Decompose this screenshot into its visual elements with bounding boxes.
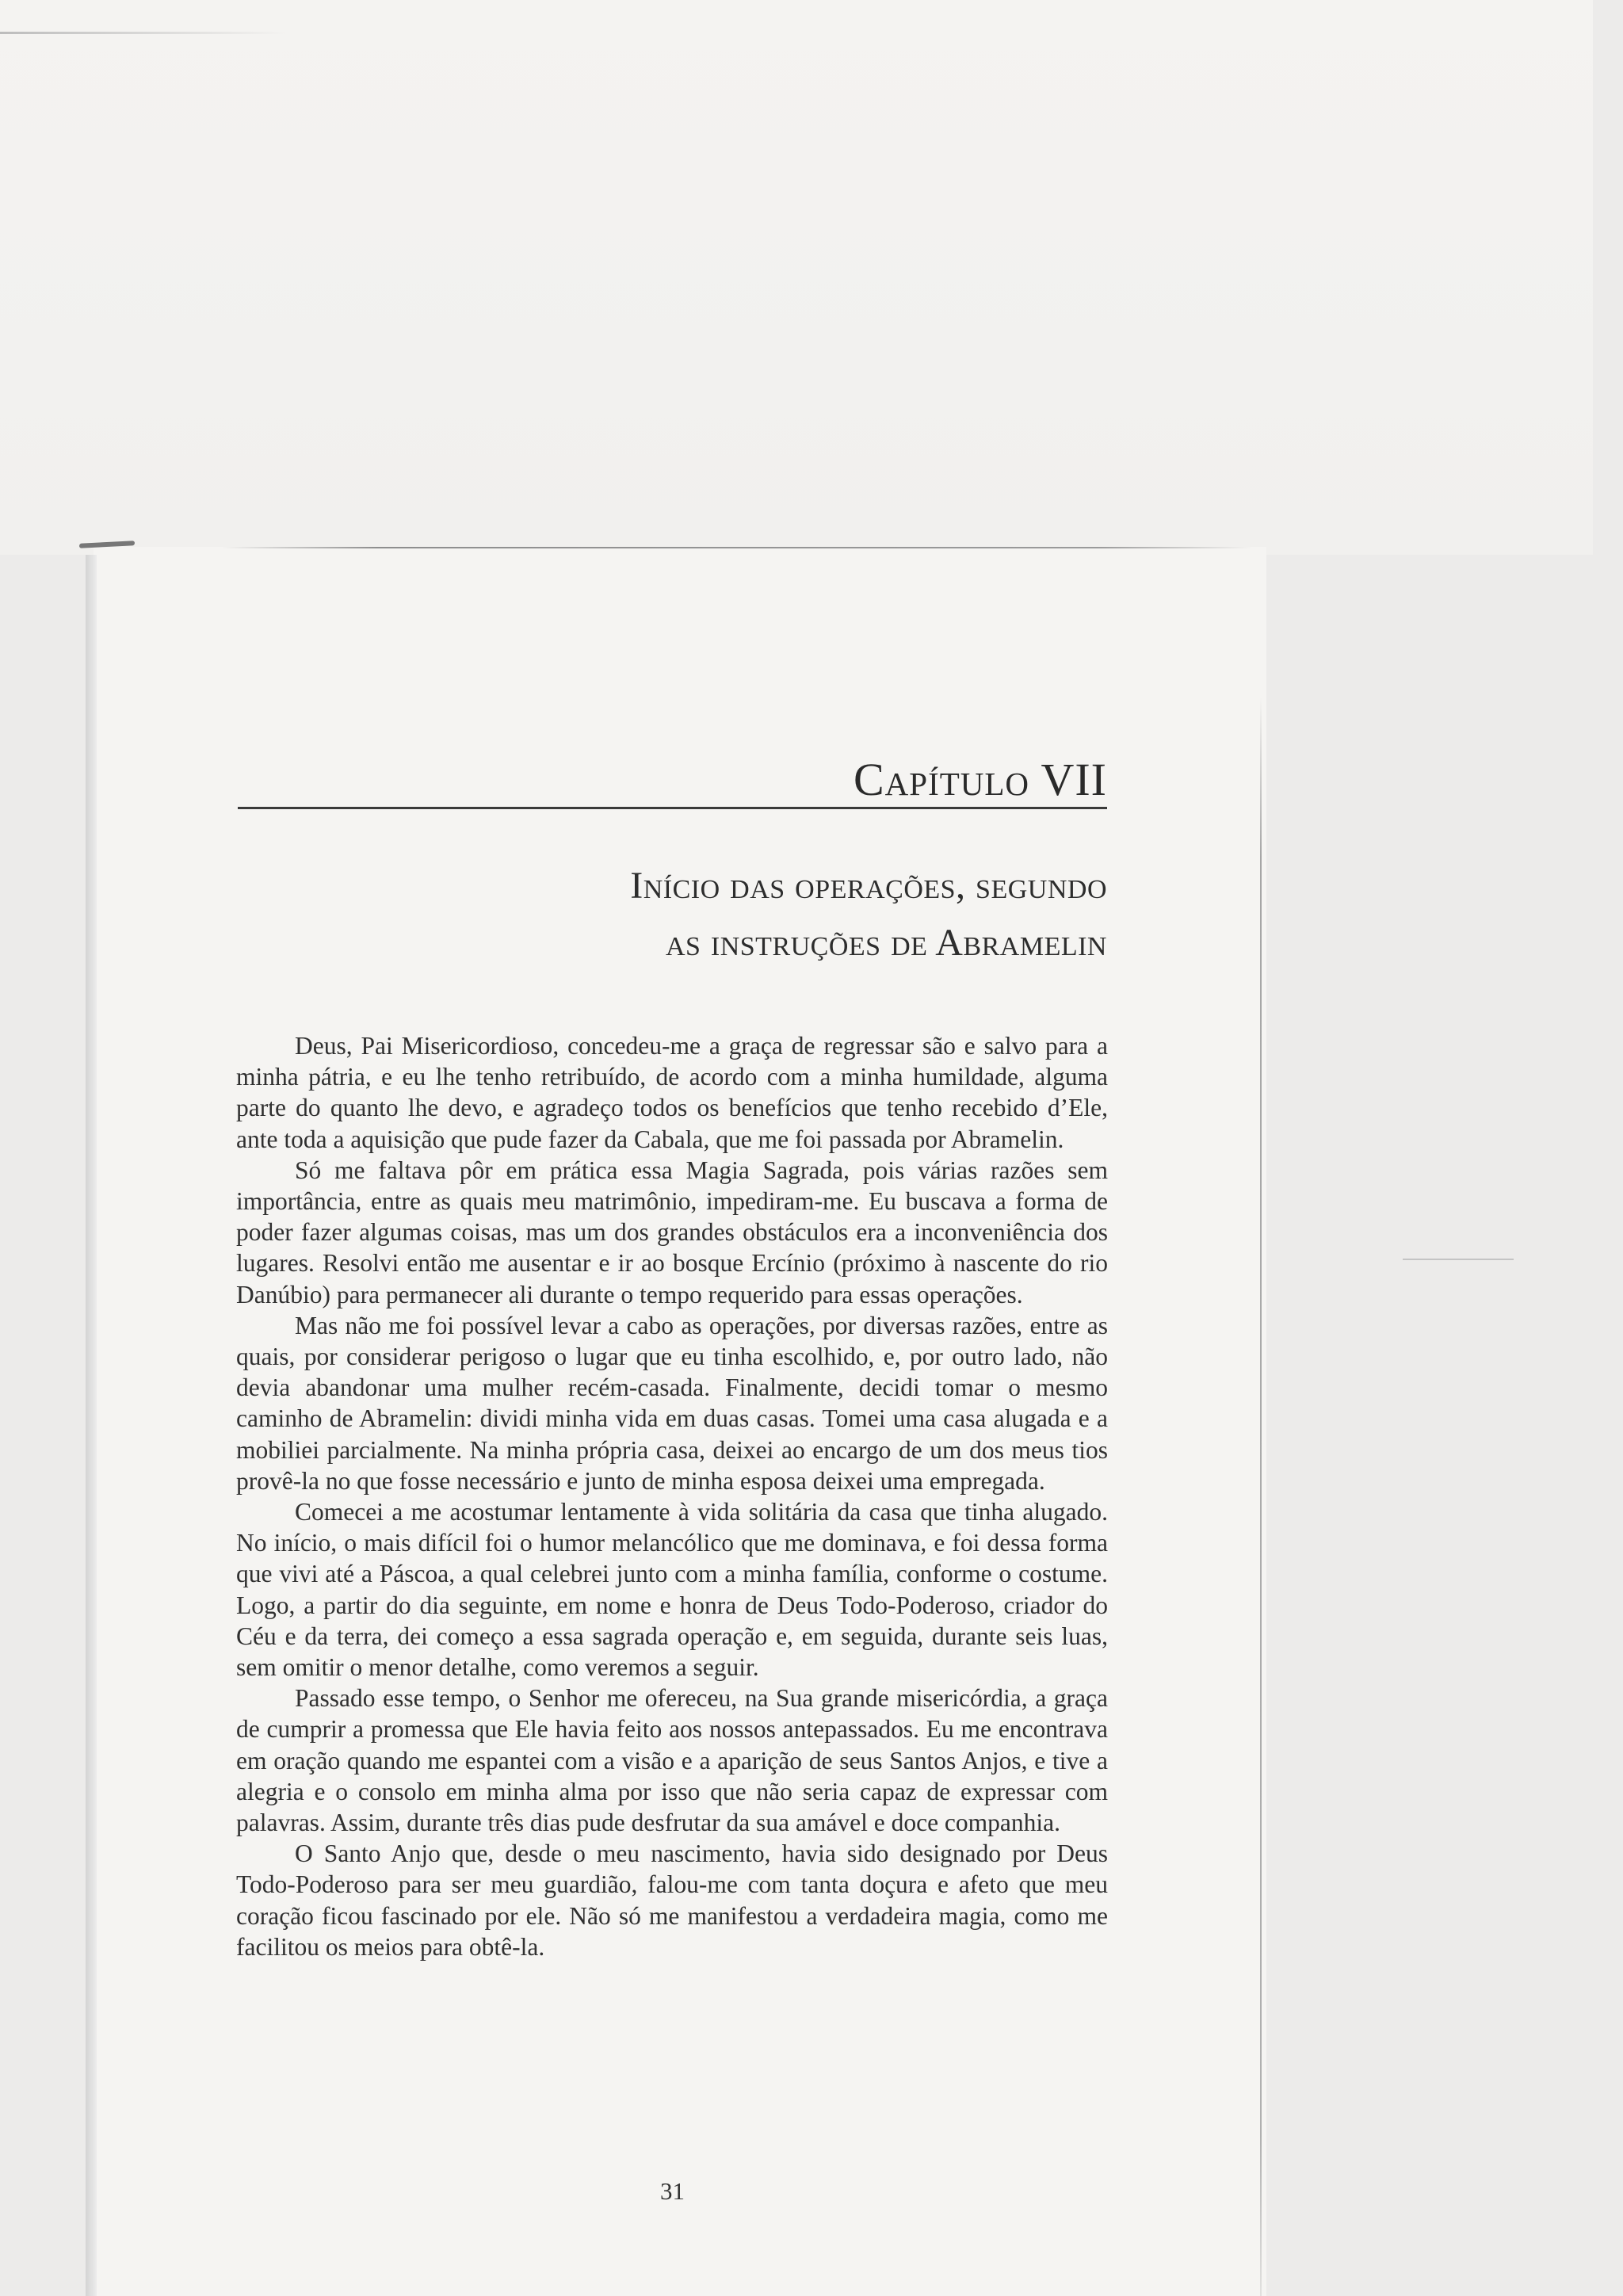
scan-margin-mark (1403, 1259, 1514, 1260)
chapter-label: Capítulo VII (853, 754, 1107, 805)
page-number: 31 (660, 2177, 685, 2205)
sheet-right-edge (1260, 697, 1262, 2296)
paragraph-3: Mas não me foi possível levar a cabo as operações, por diversas razões, entre as quais, por considerar perigoso o lugar que eu tinha escolhido, e, por outro lado, não devia abandonar uma mulher recém-casada. Finalmente, decidi tomar o mesmo caminho de Abramelin: dividi minha vida em duas casas. Tomei uma casa alugada e a mobiliei parcialmente. Na minha própria casa, deixei ao encargo de um dos meus tios provê-la no que fosse necessário e junto de minha esposa deixei uma empregada. (236, 1311, 1108, 1495)
paragraph-4: Comecei a me acostumar lentamente à vida solitária da casa que tinha alugado. No início, o mais difícil foi o humor melancólico que me dominava, e foi dessa forma que vivi até a Páscoa, a qual celebrei junto com a minha família, conforme o costume. Logo, a partir do dia seguinte, em nome e honra de Deus Todo-Poderoso, criador do Céu e da terra, dei começo a essa sagrada operação e, em seguida, durante seis luas, sem omitir o menor detalhe, como veremos a seguir. (236, 1498, 1108, 1682)
scanned-underlying-page (0, 0, 1593, 555)
scan-top-rule (0, 32, 285, 34)
chapter-title (238, 858, 1107, 972)
paragraph-1: Deus, Pai Misericordioso, concedeu-me a graça de regressar são e salvo para a minha pátria, e eu lhe tenho retribuído, de acordo com a minha humildade, alguma parte do quanto lhe devo, e agradeço todos os benefícios que tenho recebido d’Ele, ante toda a aquisição que pude fazer da Cabala, que me foi passada por Abramelin. (236, 1032, 1108, 1153)
chapter-title-line-1: Início das operações, segundo (630, 865, 1107, 907)
body-text (236, 1030, 1108, 1962)
sheet-top-edge (222, 547, 1252, 548)
binding-shadow (86, 555, 97, 2296)
chapter-rule (238, 807, 1107, 809)
chapter-title-line-2: as instruções de Abramelin (665, 922, 1107, 964)
paragraph-6: O Santo Anjo que, desde o meu nascimento, havia sido designado por Deus Todo-Poderoso para ser meu guardião, falou-me com tanta doçura e afeto que meu coração ficou fascinado por ele. Não só me manifestou a verdadeira magia, como me facilitou os meios para obtê-la. (236, 1839, 1108, 1961)
paragraph-2: Só me faltava pôr em prática essa Magia Sagrada, pois várias razões sem importância, entre as quais meu matrimônio, impediram-me. Eu buscava a forma de poder fazer algumas coisas, mas um dos grandes obstáculos era a inconveniência dos lugares. Resolvi então me ausentar e ir ao bosque Ercínio (próximo à nascente do rio Danúbio) para permanecer ali durante o tempo requerido para essas operações. (236, 1156, 1108, 1308)
paragraph-5: Passado esse tempo, o Senhor me ofereceu, na Sua grande misericórdia, a graça de cumprir a promessa que Ele havia feito aos nossos antepassados. Eu me encontrava em oração quando me espantei com a visão e a aparição de seus Santos Anjos, e tive a alegria e o consolo em minha alma por isso que não seria capaz de expressar com palavras. Assim, durante três dias pude desfrutar da sua amável e doce companhia. (236, 1684, 1108, 1837)
